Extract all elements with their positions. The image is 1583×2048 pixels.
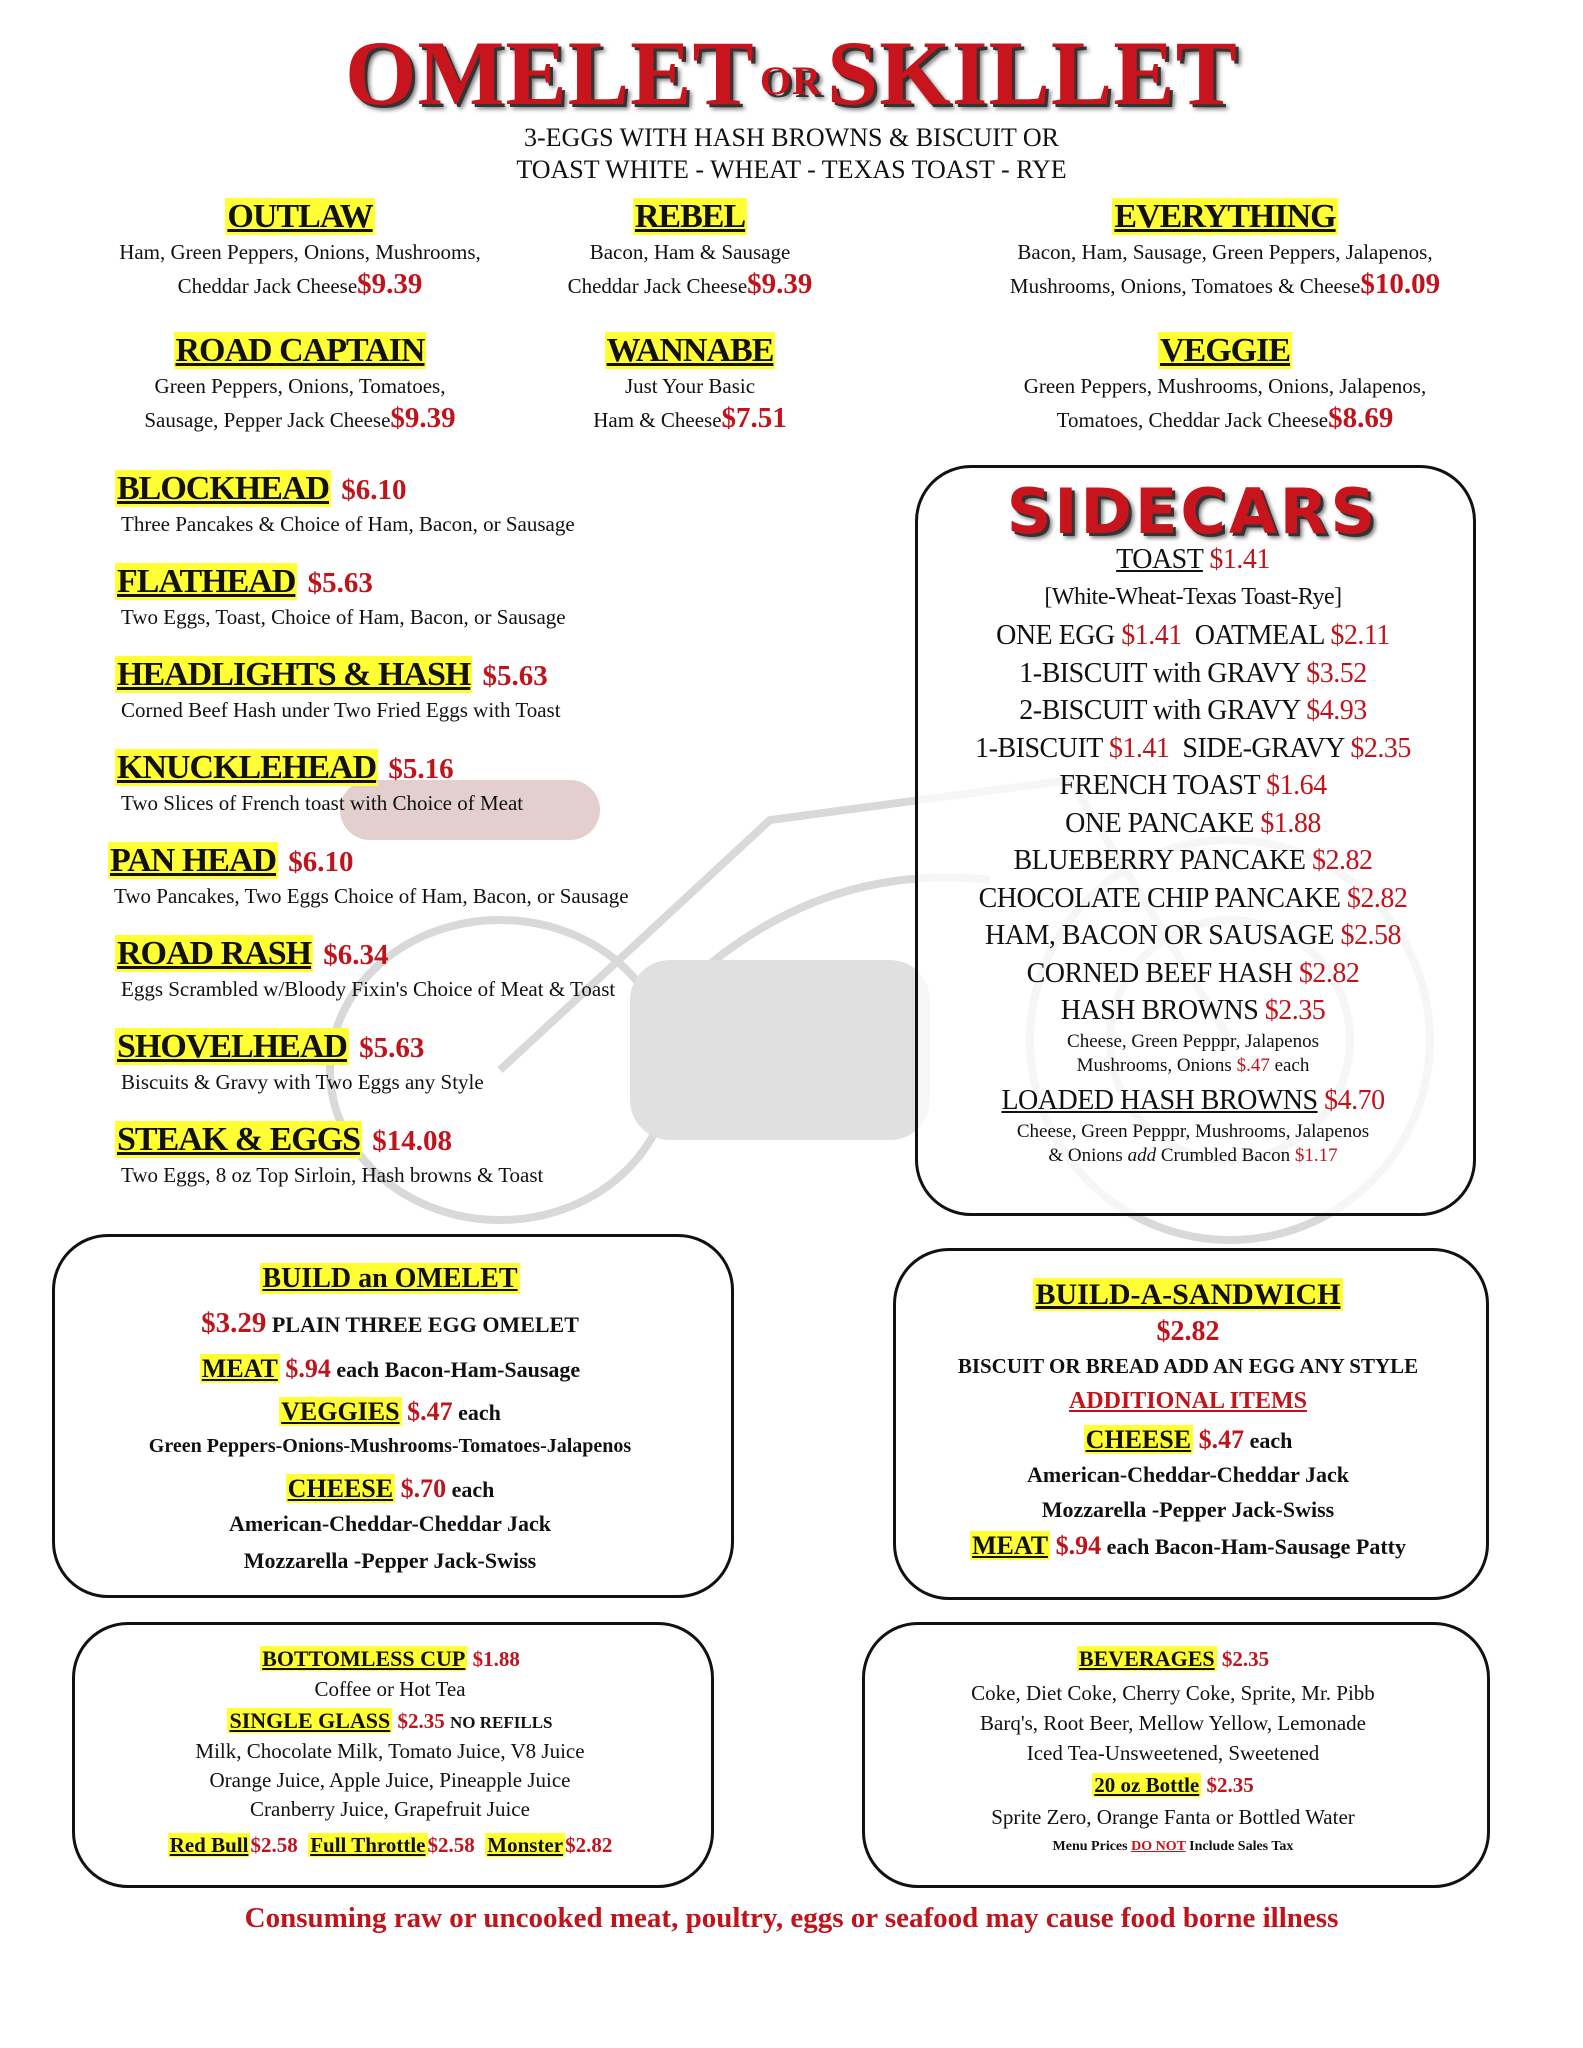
sidecars-title: SIDECARS — [1006, 475, 1379, 548]
omelet-desc-2-row — [525, 268, 855, 302]
breakfast-price: $6.10 — [288, 846, 354, 878]
sidecar-label: BLUEBERRY PANCAKE — [1013, 845, 1313, 876]
sidecar-toast-note: [White-Wheat-Texas Toast-Rye] — [1044, 584, 1342, 610]
build-sandwich-title — [893, 1276, 1483, 1313]
build-sandwich-cheese-price: $.47 — [1198, 1425, 1245, 1454]
sidecar-price: $1.88 — [1260, 807, 1321, 839]
breakfast-desc: Three Pancakes & Choice of Ham, Bacon, or Sausage — [121, 512, 575, 536]
hash-addons-line-2 — [918, 1054, 1468, 1078]
omelet-name: EVERYTHING — [1114, 198, 1336, 235]
sidecar-price: $4.93 — [1306, 695, 1367, 726]
omelet-name: REBEL — [634, 198, 746, 235]
sidecar-price: $1.41 — [1108, 732, 1170, 764]
beverages-line-1: Coke, Diet Coke, Cherry Coke, Sprite, Mr. Pibb — [971, 1681, 1375, 1705]
build-omelet-veg-list: Green Peppers-Onions-Mushrooms-Tomatoes-Jalapenos — [148, 1435, 632, 1457]
bottle-line: Sprite Zero, Orange Fanta or Bottled Water — [991, 1805, 1355, 1829]
omelet-price: $9.39 — [390, 402, 456, 434]
breakfast-item — [115, 656, 895, 726]
breakfast-desc: Two Pancakes, Two Eggs Choice of Ham, Bacon, or Sausage — [114, 884, 629, 908]
beverages-line-2: Barq's, Root Beer, Mellow Yellow, Lemonade — [980, 1711, 1366, 1735]
omelet-desc-2-row — [965, 402, 1485, 436]
sidecar-lines — [918, 617, 1468, 1030]
sidecar-label: 2-BISCUIT with GRAVY — [1019, 695, 1307, 726]
breakfast-item — [108, 842, 888, 912]
omelet-desc-2: Tomatoes, Cheddar Jack Cheese — [1056, 408, 1329, 432]
loaded-bacon-price: $1.17 — [1294, 1145, 1338, 1166]
build-omelet-veg-price: $.47 — [407, 1397, 453, 1426]
breakfast-price: $5.16 — [388, 753, 454, 785]
breakfast-item — [115, 1028, 895, 1098]
omelet-price: $8.69 — [1328, 402, 1394, 434]
build-sandwich-cheese-label: CHEESE — [1085, 1425, 1192, 1454]
breakfast-item — [115, 563, 895, 633]
omelet-desc-2: Mushrooms, Onions, Tomatoes & Cheese — [1009, 274, 1361, 298]
beverages-label: BEVERAGES — [1078, 1646, 1215, 1671]
breakfast-desc: Two Slices of French toast with Choice of Meat — [121, 791, 524, 815]
omelet-price: $9.39 — [357, 268, 423, 300]
sidecar-label: CHOCOLATE CHIP PANCAKE — [978, 882, 1347, 914]
menu-title — [0, 20, 1583, 126]
sidecar-hash-addons — [918, 1030, 1468, 1078]
omelet-desc-1: Green Peppers, Onions, Tomatoes, — [154, 374, 446, 398]
omelet-desc-2: Cheddar Jack Cheese — [177, 274, 358, 298]
build-omelet-title — [52, 1260, 728, 1297]
tax-note-b: DO NOT — [1131, 1839, 1186, 1854]
subtitle — [0, 122, 1583, 186]
breakfast-item — [115, 1121, 895, 1191]
redbull-label: Red Bull — [169, 1833, 249, 1857]
build-omelet-base-label: PLAIN THREE EGG OMELET — [271, 1312, 579, 1337]
breakfast-price: $5.63 — [359, 1032, 425, 1064]
omelet-price: $10.09 — [1360, 268, 1441, 300]
build-omelet-veg-label: VEGGIES — [281, 1397, 400, 1426]
omelet-item — [525, 332, 855, 436]
omelet-desc-1: Just Your Basic — [624, 374, 756, 398]
omelet-desc-2: Cheddar Jack Cheese — [567, 274, 748, 298]
omelet-desc-2-row — [90, 268, 510, 302]
loaded-bacon: Crumbled Bacon — [1160, 1145, 1291, 1166]
sidecar-label: FRENCH TOAST — [1059, 770, 1267, 801]
breakfast-price: $14.08 — [372, 1125, 452, 1157]
hash-addons-line-1: Cheese, Green Pepppr, Jalapenos — [1067, 1031, 1319, 1052]
build-sandwich-additional-text: ADDITIONAL ITEMS — [1068, 1388, 1308, 1414]
title-omelet: OMELET — [344, 22, 755, 124]
omelet-price: $9.39 — [747, 268, 813, 300]
build-sandwich-cheese — [893, 1421, 1483, 1459]
sidecar-item — [918, 805, 1468, 843]
build-omelet-cheese-label: CHEESE — [287, 1474, 394, 1503]
breakfast-name: HEADLIGHTS & HASH — [117, 656, 471, 693]
build-omelet-veggies — [52, 1393, 728, 1431]
build-omelet-cheese-list-2: Mozzarella -Pepper Jack-Swiss — [243, 1548, 537, 1573]
breakfast-item — [115, 749, 895, 819]
loaded-line-2 — [918, 1144, 1468, 1168]
breakfast-name: SHOVELHEAD — [117, 1028, 347, 1065]
omelet-item — [90, 332, 510, 436]
omelet-desc-1: Green Peppers, Mushrooms, Onions, Jalapenos, — [1023, 374, 1427, 398]
sidecar-item — [918, 880, 1468, 918]
loaded-hash-label: LOADED HASH BROWNS — [1001, 1085, 1318, 1116]
build-omelet-meat — [52, 1350, 728, 1388]
breakfast-price: $5.63 — [307, 567, 373, 599]
build-omelet-cheese-price: $.70 — [400, 1474, 447, 1503]
single-glass-note: NO REFILLS — [450, 1713, 553, 1732]
single-glass — [72, 1706, 708, 1738]
omelet-item — [965, 332, 1485, 436]
sidecar-price: $1.41 — [1121, 620, 1182, 651]
build-omelet-title-text: BUILD an OMELET — [262, 1263, 518, 1294]
omelet-name: ROAD CAPTAIN — [175, 332, 425, 369]
sidecar-price: $2.35 — [1264, 995, 1326, 1026]
build-omelet-cheese — [52, 1470, 728, 1508]
sidecar-price: $2.35 — [1350, 732, 1411, 764]
build-omelet-cheese-each: each — [451, 1477, 495, 1502]
bottomless-price: $1.88 — [472, 1647, 520, 1671]
sidecar-loaded-details — [918, 1120, 1468, 1168]
single-line-1: Milk, Chocolate Milk, Tomato Juice, V8 Juice — [195, 1739, 585, 1763]
fullthrottle-price: $2.58 — [427, 1833, 475, 1857]
breakfast-desc: Corned Beef Hash under Two Fried Eggs with Toast — [121, 698, 561, 722]
hash-addons-each: each — [1274, 1055, 1310, 1076]
omelet-name: VEGGIE — [1159, 332, 1291, 369]
build-omelet-meat-price: $.94 — [285, 1354, 331, 1383]
bottle — [862, 1770, 1484, 1800]
bottomless-desc: Coffee or Hot Tea — [314, 1677, 466, 1701]
breakfast-desc: Eggs Scrambled w/Bloody Fixin's Choice of Meat & Toast — [121, 977, 616, 1001]
loaded-onions: & Onions — [1048, 1145, 1123, 1166]
sidecar-item — [918, 767, 1468, 805]
beverages-line-3: Iced Tea-Unsweetened, Sweetened — [1026, 1741, 1320, 1765]
subtitle-line-2: TOAST WHITE - WHEAT - TEXAS TOAST - RYE — [516, 155, 1067, 184]
build-sandwich-meat-label: MEAT — [972, 1531, 1049, 1560]
omelet-desc-2: Ham & Cheese — [593, 408, 722, 432]
sidecar-price: $2.82 — [1312, 845, 1373, 876]
title-or: OR — [759, 58, 822, 103]
monster-label: Monster — [487, 1833, 564, 1857]
loaded-hash-price: $4.70 — [1324, 1085, 1385, 1116]
build-sandwich-additional — [893, 1382, 1483, 1420]
build-sandwich-title-text: BUILD-A-SANDWICH — [1035, 1278, 1341, 1311]
sidecar-loaded-hash — [918, 1082, 1468, 1120]
single-line-2: Orange Juice, Apple Juice, Pineapple Juice — [209, 1768, 571, 1792]
build-sandwich-meat-price: $.94 — [1055, 1531, 1102, 1560]
sidecar-item — [918, 655, 1468, 693]
build-omelet-base-price: $3.29 — [201, 1307, 267, 1339]
sidecar-label: OATMEAL — [1181, 620, 1331, 651]
breakfast-name: KNUCKLEHEAD — [117, 749, 377, 786]
breakfast-price: $5.63 — [482, 660, 548, 692]
sidecar-toast: TOAST $1.41 — [1116, 544, 1270, 575]
build-sandwich-meat — [893, 1527, 1483, 1565]
build-sandwich-desc: BISCUIT OR BREAD ADD AN EGG ANY STYLE — [957, 1354, 1419, 1378]
breakfast-desc: Two Eggs, Toast, Choice of Ham, Bacon, or Sausage — [121, 605, 566, 629]
redbull-price: $2.58 — [250, 1833, 298, 1857]
breakfast-desc: Biscuits & Gravy with Two Eggs any Style — [121, 1070, 484, 1094]
single-glass-price: $2.35 — [397, 1709, 445, 1733]
omelet-price: $7.51 — [721, 402, 787, 434]
sidecar-label: HASH BROWNS — [1060, 995, 1265, 1026]
single-line-3: Cranberry Juice, Grapefruit Juice — [250, 1797, 530, 1821]
omelet-item — [525, 198, 855, 302]
food-warning: Consuming raw or uncooked meat, poultry, eggs or seafood may cause food borne illness — [244, 1902, 1339, 1934]
breakfast-price: $6.10 — [341, 474, 407, 506]
omelet-desc-1: Bacon, Ham, Sausage, Green Peppers, Jalapenos, — [1017, 240, 1433, 264]
omelet-desc-2-row — [90, 402, 510, 436]
sidecar-label: SIDE-GRAVY — [1169, 732, 1351, 764]
sidecar-item — [918, 730, 1468, 768]
omelet-desc-2-row — [525, 402, 855, 436]
loaded-add: add — [1127, 1145, 1157, 1166]
sidecar-item — [918, 992, 1468, 1030]
breakfast-name: ROAD RASH — [117, 935, 312, 972]
sidecar-item — [918, 917, 1468, 955]
beverages-header — [862, 1644, 1484, 1674]
tax-note — [862, 1832, 1484, 1862]
build-sandwich-price — [893, 1313, 1483, 1351]
build-omelet-meat-label: MEAT — [201, 1354, 278, 1383]
breakfast-item — [115, 470, 895, 540]
sidecar-price: $3.52 — [1306, 657, 1367, 689]
omelet-desc-1: Ham, Green Peppers, Onions, Mushrooms, — [119, 240, 481, 264]
build-omelet-veg-each: each — [458, 1400, 501, 1425]
tax-note-c: Include Sales Tax — [1189, 1839, 1294, 1854]
subtitle-line-1: 3-EGGS WITH HASH BROWNS & BISCUIT OR — [524, 123, 1059, 152]
monster-price: $2.82 — [565, 1833, 613, 1857]
build-omelet-cheese-list-1: American-Cheddar-Cheddar Jack — [228, 1511, 552, 1536]
sidecar-label: ONE PANCAKE — [1065, 807, 1261, 839]
sidecar-label: ONE EGG — [996, 620, 1122, 651]
title-skillet: SKILLET — [827, 22, 1239, 124]
sidecar-label: 1-BISCUIT — [975, 732, 1109, 764]
breakfast-name: PAN HEAD — [110, 842, 277, 879]
sidecar-item — [918, 955, 1468, 993]
omelet-desc-2-row — [965, 268, 1485, 302]
loaded-line-1: Cheese, Green Pepppr, Mushrooms, Jalapenos — [1016, 1121, 1370, 1142]
sidecar-price: $2.11 — [1330, 620, 1390, 651]
sidecar-label: HAM, BACON OR SAUSAGE — [985, 920, 1341, 951]
sidecar-item — [918, 692, 1468, 730]
breakfast-name: BLOCKHEAD — [117, 470, 330, 507]
bottomless-cup — [72, 1644, 708, 1674]
breakfast-item — [115, 935, 895, 1005]
sidecar-item — [918, 842, 1468, 880]
hash-addons-price: $.47 — [1236, 1055, 1270, 1076]
omelet-item — [965, 198, 1485, 302]
single-glass-label: SINGLE GLASS — [229, 1708, 391, 1733]
bottle-price: $2.35 — [1206, 1773, 1254, 1797]
breakfast-price: $6.34 — [323, 939, 389, 971]
omelet-desc-2: Sausage, Pepper Jack Cheese — [144, 408, 391, 432]
bottle-label: 20 oz Bottle — [1094, 1773, 1200, 1797]
sidecar-price: $2.82 — [1298, 957, 1360, 989]
breakfast-desc: Two Eggs, 8 oz Top Sirloin, Hash browns & Toast — [121, 1163, 544, 1187]
breakfast-name: FLATHEAD — [117, 563, 296, 600]
sidecar-label: CORNED BEEF HASH — [1026, 957, 1299, 989]
breakfast-name: STEAK & EGGS — [117, 1121, 361, 1158]
energy-drinks — [72, 1830, 708, 1860]
build-omelet-base — [52, 1305, 728, 1343]
sidecar-label: 1-BISCUIT with GRAVY — [1019, 657, 1307, 689]
hash-addons-items: Mushrooms, Onions — [1076, 1055, 1232, 1076]
build-sandwich-price-text: $2.82 — [1156, 1316, 1220, 1347]
sidecar-price: $2.82 — [1346, 882, 1408, 914]
omelet-desc-1: Bacon, Ham & Sausage — [589, 240, 791, 264]
sidecar-item — [918, 617, 1468, 655]
fullthrottle-label: Full Throttle — [310, 1833, 426, 1857]
sidecar-price: $2.58 — [1340, 920, 1401, 951]
build-sandwich-cheese-each: each — [1249, 1428, 1293, 1453]
build-sandwich-meat-desc: each Bacon-Ham-Sausage Patty — [1106, 1534, 1406, 1559]
sidecar-price: $1.64 — [1266, 770, 1327, 801]
omelet-name: OUTLAW — [227, 198, 373, 235]
omelet-item — [90, 198, 510, 302]
build-sandwich-cheese-list-1: American-Cheddar-Cheddar Jack — [1026, 1462, 1350, 1487]
build-sandwich-cheese-list-2: Mozzarella -Pepper Jack-Swiss — [1041, 1497, 1335, 1522]
omelet-name: WANNABE — [606, 332, 774, 369]
beverages-price: $2.35 — [1221, 1647, 1270, 1671]
bottomless-label: BOTTOMLESS CUP — [262, 1646, 466, 1671]
build-omelet-meat-desc: each Bacon-Ham-Sausage — [336, 1357, 581, 1382]
tax-note-a: Menu Prices — [1052, 1839, 1128, 1854]
